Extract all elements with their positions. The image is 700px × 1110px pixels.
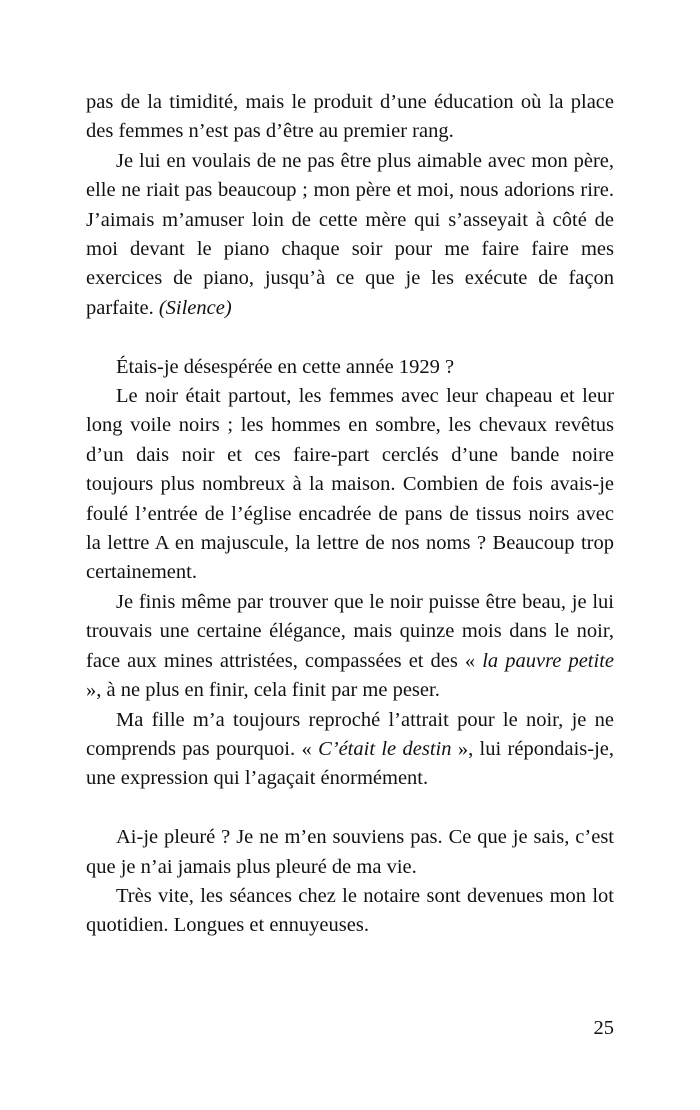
- paragraph-8: Très vite, les séances chez le notaire sont devenues mon lot quotidien. Longues et ennuyeuses.: [86, 884, 614, 937]
- paragraph-5-quote: la pauvre petite: [482, 649, 614, 672]
- paragraph-2: [86, 147, 614, 323]
- section-break: [86, 794, 614, 823]
- page-text: [86, 88, 614, 941]
- page-number: 25: [593, 1017, 614, 1039]
- paragraph-5-before: Je finis même par trouver que le noir puisse être beau, je lui trouvais une certaine élégance, mais quinze mois dans le noir, face aux mines attristées, compassées et des «: [86, 590, 614, 672]
- paragraph-5-after: », à ne plus en finir, cela finit par me peser.: [86, 679, 440, 702]
- paragraph-4: Le noir était partout, les femmes avec leur chapeau et leur long voile noirs ; les hommes en sombre, les chevaux revêtus d’un dais noir et ces faire-part cerclés d’une bande noire toujours plus nombreux à la maison. Combien de fois avais-je foulé l’entrée de l’église encadrée de pans de tissus noirs avec la lettre A en majuscule, la lettre de nos noms ? Beaucoup trop certainement.: [86, 385, 614, 584]
- paragraph-2-text: Je lui en voulais de ne pas être plus aimable avec mon père, elle ne riait pas beaucoup ; mon père et moi, nous adorions rire. J’aimais m’amuser loin de cette mère qui s’asseyait à côté de moi devant le piano chaque soir pour me faire faire mes exercices de piano, jusqu’à ce que je les exécute de façon parfaite.: [86, 149, 614, 319]
- stage-direction: (Silence): [158, 296, 232, 319]
- paragraph-6-after: », lui répondais-je, une expression qui l’agaçait énormément.: [86, 737, 614, 790]
- paragraph-3: Étais-je désespérée en cette année 1929 ?: [116, 355, 455, 378]
- paragraph-6-before: Ma fille m’a toujours reproché l’attrait pour le noir, je ne comprends pas pourquoi. «: [86, 708, 614, 760]
- paragraph-1: pas de la timidité, mais le produit d’une éducation où la place des femmes n’est pas d’être au premier rang.: [86, 91, 614, 143]
- paragraph-6: [86, 706, 614, 794]
- section-break: [86, 323, 614, 352]
- paragraph-7: Ai-je pleuré ? Je ne m’en souviens pas. Ce que je sais, c’est que je n’ai jamais plus pleuré de ma vie.: [86, 826, 614, 878]
- paragraph-6-quote: C’était le destin: [318, 737, 452, 760]
- paragraph-5: [86, 588, 614, 706]
